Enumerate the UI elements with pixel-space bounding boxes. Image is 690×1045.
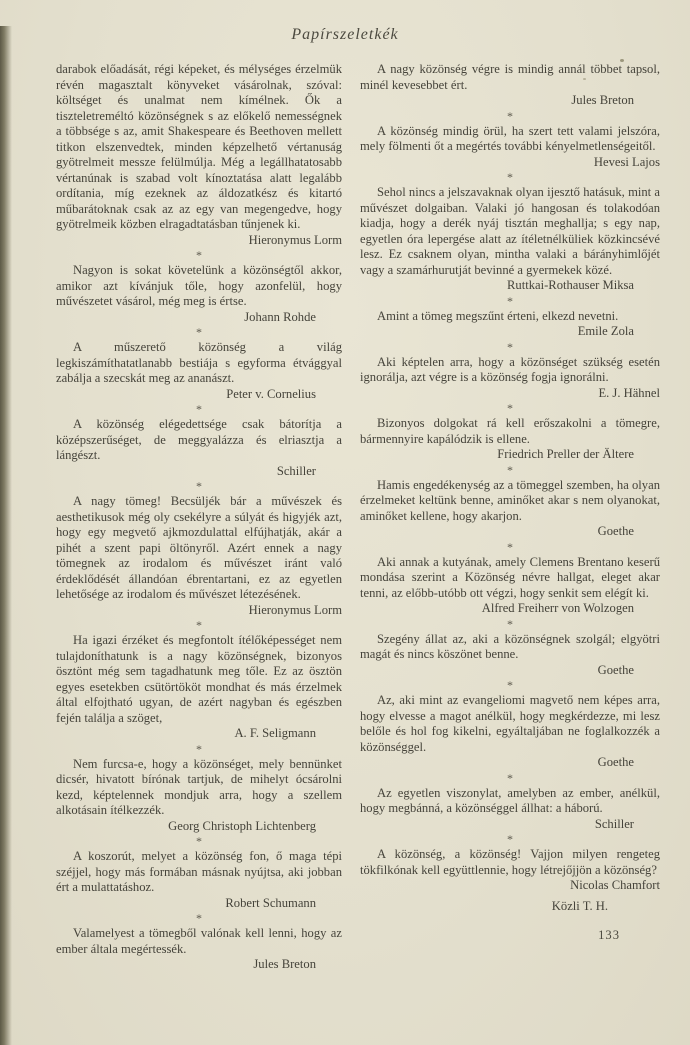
quote-separator: * [507, 678, 513, 692]
quote-separator: * [507, 293, 513, 308]
quote-text [56, 62, 342, 248]
quote-separator: * [196, 248, 202, 262]
quote-body: darabok előadását, régi képeket, és mélységes érzelmük révén magasztalt könyveket vásárolnak, szóval: költséget és unalmat nem kímélnek. Ők a tiszteletreméltó közönségnek s az előkelő nemességnek a többsége s az, amit Shakespeare és Beethoven mellett titkon elszenvedtek, minden képzelhető vértanuság gyötrelmeit messze felülmúlja. Még a legállhatatosabb vértanúnak is szabad volt kínoztatása alatt legalább ordítania, míg ezeknek az áldozatkész és kitartó műbarátoknak csak az az egy van megengedve, hogy gyötrelmeik közben elragadtatásban tűnjenek ki. [56, 62, 342, 231]
quote-separator: * [507, 832, 513, 846]
quote-text [360, 693, 660, 771]
quote-author: Jules Breton [253, 957, 316, 971]
quote-text [360, 555, 660, 617]
scan-speck [583, 78, 586, 80]
quote-separator: * [196, 618, 202, 632]
quote-text [56, 417, 342, 479]
quote-body: A nagy közönség végre is mindig annál többet tapsol, minél kevesebbet ért. [360, 62, 660, 92]
quote-body: Aki képtelen arra, hogy a közönséget szükség esetén ignorálja, azt végre is a közönség fogja ignorálni. [360, 354, 660, 384]
quote-item [360, 124, 660, 171]
two-column-body [0, 62, 690, 973]
quote-separator: * [196, 911, 202, 925]
quote-item [56, 417, 342, 479]
quote-author: Hevesi Lajos [593, 154, 660, 169]
quote-separator: * [196, 741, 202, 756]
quote-author: Goethe [597, 524, 634, 538]
quote-body: Nem furcsa-e, hogy a közönséget, mely bennünket dicsér, hivatott bírónak tartjuk, de mihelyt ócsárolni kezd, képtelennek mondjuk arra, hogy a szellem alkotásain ítélkezzék. [56, 756, 342, 817]
quote-body: A nagy tömeg! Becsüljék bár a művészek és aesthetikusok még oly csekélyre a súlyát és higyjék azt, hogy egy megvető ajkmozdulattal elfújhatják, akár a pihét a szent papi öltönyről. Azért ennek a nagy tömegnek az irodalom és művészet iránt való érdeklődését állandóan ébrentartani, ez az egyetlen lehetősége az irodalom és művészet létezésének. [56, 494, 342, 601]
quote-item [360, 693, 660, 771]
quote-item [360, 309, 660, 340]
quote-author: Alfred Freiherr von Wolzogen [481, 601, 634, 615]
quote-text [56, 757, 342, 835]
quote-author: Peter v. Cornelius [226, 386, 316, 401]
quote-body: Hamis engedékenység az a tömeggel szemben, ha olyan érzelmeket keltünk benne, aminőket akar s nem olyanokat, aminőket kellene, hogy akarjon. [360, 477, 660, 523]
byline: Közli T. H. [551, 898, 608, 913]
right-column [360, 62, 660, 973]
quote-text [360, 632, 660, 679]
quote-separator: * [196, 834, 202, 848]
quote-body: Bizonyos dolgokat rá kell erőszakolni a tömegre, bármennyire kapálódzik is ellene. [360, 416, 660, 446]
quote-item [56, 926, 342, 973]
quote-author: Hieronymus Lorm [248, 602, 342, 617]
quote-author: Nicolas Chamfort [570, 878, 660, 892]
quote-author: Schiller [594, 816, 634, 831]
quote-separator: * [507, 401, 513, 415]
left-column [56, 62, 342, 973]
quote-author: Georg Christoph Lichtenberg [168, 818, 316, 833]
quote-text [360, 355, 660, 402]
quote-separator: * [507, 108, 513, 123]
quote-body: Az egyetlen viszonylat, amelyben az ember, anélkül, hogy megbánná, a közönséggel állhat: a háború. [360, 785, 660, 815]
quote-text [360, 847, 660, 894]
page-number: 133 [598, 928, 620, 942]
quote-text [360, 478, 660, 540]
quote-author: Ruttkai-Rothauser Miksa [507, 278, 634, 292]
quote-item [360, 786, 660, 833]
quote-text [360, 309, 660, 340]
quote-text [56, 926, 342, 973]
quote-text [56, 263, 342, 325]
quote-separator: * [507, 339, 513, 354]
quote-separator: * [196, 479, 202, 493]
quote-author: Johann Rohde [244, 309, 316, 324]
quote-text [360, 786, 660, 833]
quote-author: Goethe [597, 662, 634, 677]
quote-item [360, 185, 660, 294]
quote-separator: * [507, 462, 513, 477]
quote-text [360, 62, 660, 109]
quote-body: Az, aki mint az evangeliomi magvető nem képes arra, hogy elvesse a magot anélkül, hogy megkérdezze, mi lesz belőle és hol fog kikelni, egyáltaljában ne foglalkozzék a közönséggel. [360, 693, 660, 754]
page-title: Papírszeletkék [291, 26, 399, 43]
quote-body: Ha igazi érzéket és megfontolt ítélőképességet nem tulajdoníthatunk is a nagy közönségnek, bizonyos ösztönt még sem tagadhatunk meg tőle. Ez az ösztön egyes esetekben csütörtököt mondhat és más érzelmek által elfojtható ugyan, de azért nagyban és egészben fején találja a szöget, [56, 633, 342, 725]
quote-text [360, 185, 660, 294]
quote-item [360, 416, 660, 463]
quote-body: Aki annak a kutyának, amely Clemens Brentano keserű mondása szerint a Közönség névre hallgat, eleget akar tenni, az előbb-utóbb ott végzi, hogy senkit sem elégít ki. [360, 554, 660, 600]
quote-separator: * [507, 539, 513, 554]
quote-body: A közönség mindig örül, ha szert tett valami jelszóra, mely fölmenti őt a megértés további kényelmetlenségeitől. [360, 123, 660, 153]
quote-body: Nagyon is sokat követelünk a közönségtől akkor, amikor azt kívánjuk tőle, hogy azonfelül, hogy művészetet vásárol, még meg is értse. [56, 263, 342, 308]
quote-item [56, 849, 342, 911]
quote-item [56, 263, 342, 325]
quote-item [360, 478, 660, 540]
quote-body: Valamelyest a tömegből valónak kell lenni, hogy az ember általa megértessék. [56, 926, 342, 956]
quote-text [56, 340, 342, 402]
quote-body: A közönség elégedettsége csak bátorítja a középszerűséget, de meggyalázza és elriasztja a lángészt. [56, 417, 342, 462]
quote-item [360, 847, 660, 894]
quote-text [56, 633, 342, 742]
quote-author: A. F. Seligmann [234, 726, 316, 740]
quote-separator: * [196, 402, 202, 416]
quote-separator: * [507, 616, 513, 631]
quote-body: A közönség, a közönség! Vajjon milyen rengeteg tökfilkónak kell együttlennie, hogy létrejőjjön a közönség? [360, 847, 660, 877]
quote-author: Hieronymus Lorm [248, 232, 342, 247]
quote-text [360, 416, 660, 463]
quote-body: Amint a tömeg megszűnt érteni, elkezd nevetni. [377, 308, 619, 323]
quote-text [56, 494, 342, 618]
quote-body: Sehol nincs a jelszavaknak olyan ijesztő hatásuk, mint a művészet dolgaiban. Valaki jó hangosan és tolakodóan kiadja, hogy a derék nyáj tisztán meghallja; s egy nap, egyetlen óra lepergése alatt az ítéletnélküliek közkincsévé lesz. Ez csaknem olyan, mintha valaki a bárányhimlőjét vagy a szamárhurutját bevinné a gyermekek közé. [360, 185, 660, 277]
quote-body: A koszorút, melyet a közönség fon, ő maga tépi széjjel, hogy más formában másnak nyújtsa, aki jobban ért a mulattatáshoz. [56, 849, 342, 894]
quote-item [56, 494, 342, 618]
quote-item [56, 340, 342, 402]
book-gutter-shadow [0, 26, 12, 1045]
quote-author: Emile Zola [577, 324, 634, 338]
quote-separator: * [507, 170, 513, 184]
quote-body: Szegény állat az, aki a közönségnek szolgál; elgyötri magát és nincs köszönet benne. [360, 631, 660, 661]
quote-author: Friedrich Preller der Ältere [497, 447, 634, 461]
quote-item [56, 62, 342, 248]
quote-item [360, 355, 660, 402]
quote-item [56, 633, 342, 742]
scan-speck [620, 59, 624, 62]
quote-separator: * [507, 770, 513, 785]
quote-text [56, 849, 342, 911]
quote-body: A műszerető közönség a világ legkiszámíthatatlanabb bestiája s egyforma étvággyal zabálja a szecskát meg az ananászt. [56, 340, 342, 385]
quote-author: Goethe [597, 755, 634, 769]
quote-item [360, 62, 660, 109]
quote-item [360, 632, 660, 679]
quote-author: Robert Schumann [225, 895, 316, 910]
quote-text [360, 124, 660, 171]
quote-author: Jules Breton [571, 93, 634, 107]
quote-separator: * [196, 325, 202, 339]
quote-author: E. J. Hähnel [598, 385, 660, 400]
quote-item [56, 757, 342, 835]
quote-author: Schiller [276, 463, 316, 478]
quote-item [360, 555, 660, 617]
